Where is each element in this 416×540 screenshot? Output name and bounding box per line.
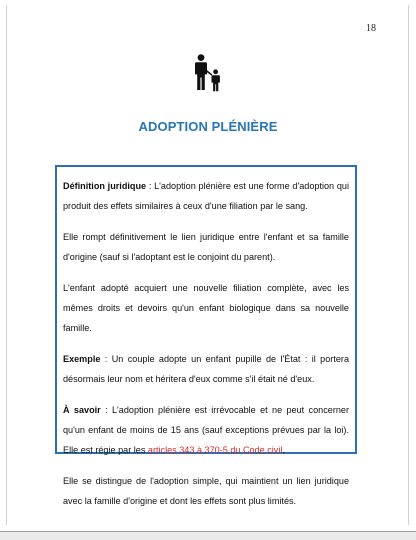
filiation-paragraph: L'enfant adopté acquiert une nouvelle filiation complète, avec les mêmes droits et devoirs qu'un enfant biologique dans sa nouvelle famille.: [63, 283, 349, 333]
civil-code-reference: articles 343 à 370-5 du Code civil: [147, 445, 283, 455]
note-tail: .: [282, 445, 285, 455]
distinction-paragraph: Elle se distingue de l'adoption simple, qui maintient un lien juridique avec la famille d'origine et dont les effets sont plus limités.: [63, 476, 349, 506]
page-number: 18: [366, 23, 376, 34]
example-text: : Un couple adopte un enfant pupille de l'État : il portera désormais leur nom et héritera d'eux comme s'il était né d'eux.: [63, 354, 349, 384]
rupture-paragraph: Elle rompt définitivement le lien juridique entre l'enfant et sa famille d'origine (sauf si l'adoptant est le conjoint du parent).: [63, 232, 349, 262]
example-label: Exemple: [63, 354, 101, 364]
example-paragraph: [63, 349, 349, 389]
note-paragraph: [63, 400, 349, 460]
definition-label: Définition juridique: [63, 181, 147, 191]
note-label: À savoir: [63, 405, 101, 415]
parent-and-child-icon: [193, 54, 223, 92]
definition-text: : L'adoption plénière est une forme d'adoption qui produit des effets similaires à ceux d'une filiation par le sang.: [63, 181, 349, 211]
page-title: ADOPTION PLÉNIÈRE: [138, 119, 278, 134]
definition-paragraph: [63, 176, 349, 216]
definition-box: [55, 165, 357, 506]
note-text: : L'adoption plénière est irrévocable et ne peut concerner qu'un enfant de moins de 15 ans (sauf exceptions prévues par la loi). Elle est régie par les: [63, 405, 349, 455]
